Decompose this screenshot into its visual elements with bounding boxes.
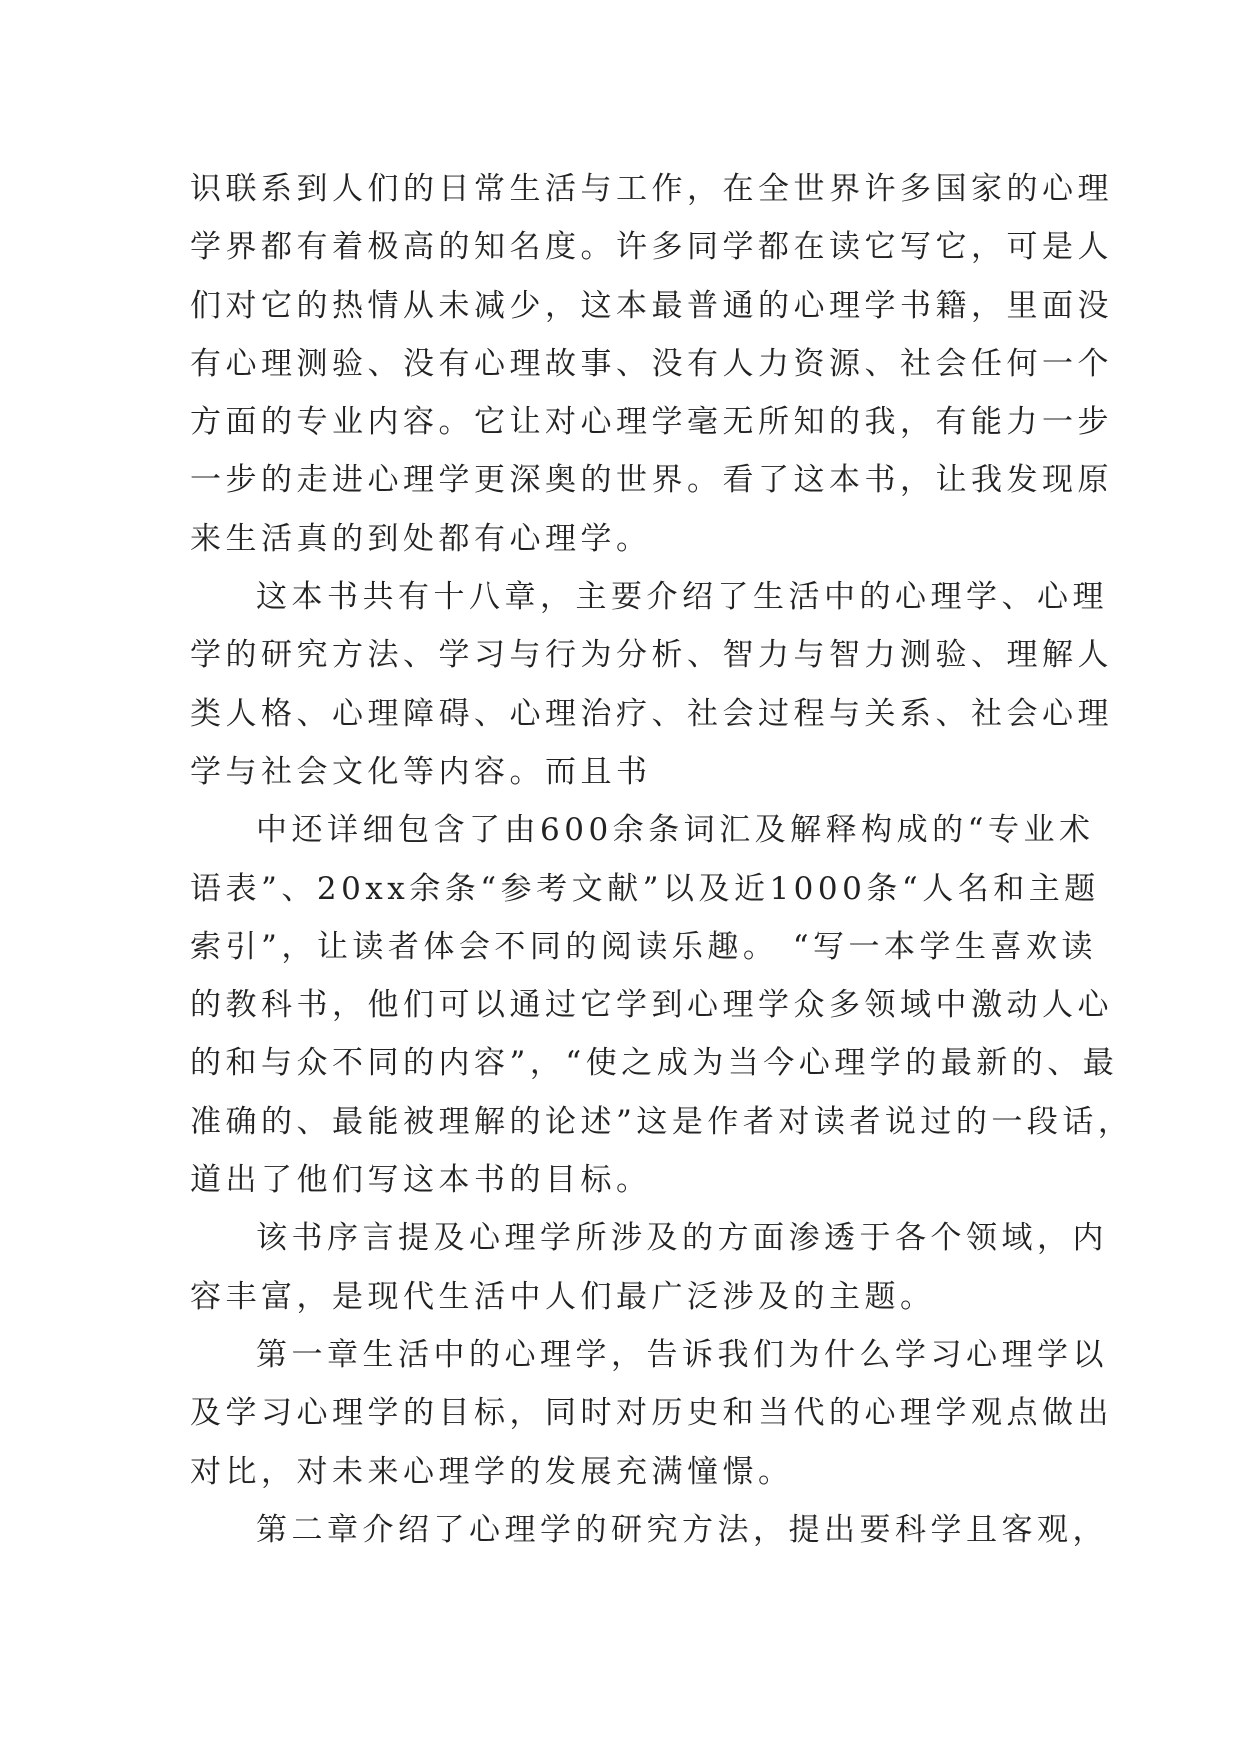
paragraph-1 — [190, 160, 1113, 568]
text-line: 该书序言提及心理学所涉及的方面渗透于各个领域，内 — [256, 1220, 1108, 1257]
text-line: 第二章介绍了心理学的研究方法，提出要科学且客观， — [256, 1511, 1108, 1548]
text-line: 们对它的热情从未减少，这本最普通的心理学书籍，里面没 — [190, 287, 1113, 324]
text-line: 容丰富，是现代生活中人们最广泛涉及的主题。 — [190, 1278, 936, 1315]
paragraph-2 — [190, 568, 1113, 801]
text-line: 学与社会文化等内容。而且书 — [190, 753, 652, 790]
text-line: 类人格、心理障碍、心理治疗、社会过程与关系、社会心理 — [190, 695, 1113, 732]
text-line: 道出了他们写这本书的目标。 — [190, 1162, 652, 1199]
text-line: 一步的走进心理学更深奥的世界。看了这本书，让我发现原 — [190, 462, 1113, 499]
text-line: 识联系到人们的日常生活与工作，在全世界许多国家的心理 — [190, 171, 1113, 207]
text-line: 来生活真的到处都有心理学。 — [190, 520, 652, 557]
text-line: 这本书共有十八章，主要介绍了生活中的心理学、心理 — [256, 579, 1108, 616]
text-line: 的教科书，他们可以通过它学到心理学众多领域中激动人心 — [190, 987, 1113, 1024]
text-line: 索引”，让读者体会不同的阅读乐趣。 “写一本学生喜欢读 — [190, 928, 1098, 965]
text-line: 学界都有着极高的知名度。许多同学都在读它写它，可是人 — [190, 229, 1113, 266]
text-line: 及学习心理学的目标，同时对历史和当代的心理学观点做出 — [190, 1395, 1113, 1432]
text-line: 准确的、最能被理解的论述”这是作者对读者说过的一段话， — [190, 1103, 1134, 1140]
text-line: 的和与众不同的内容”，“使之成为当今心理学的最新的、最 — [190, 1045, 1119, 1082]
text-line: 语表”、20xx余条“参考文献”以及近1000条“人名和主题 — [190, 870, 1100, 907]
paragraph-3 — [190, 801, 1134, 1209]
text-line: 方面的专业内容。它让对心理学毫无所知的我，有能力一步 — [190, 404, 1113, 441]
paragraph-4 — [190, 1209, 1108, 1326]
paragraph-5 — [190, 1326, 1113, 1501]
paragraph-6 — [190, 1501, 1108, 1559]
text-line: 学的研究方法、学习与行为分析、智力与智力测验、理解人 — [190, 637, 1113, 674]
document-body — [190, 160, 1134, 1559]
text-line: 对比，对未来心理学的发展充满憧憬。 — [190, 1453, 794, 1490]
text-line: 有心理测验、没有心理故事、没有人力资源、社会任何一个 — [190, 345, 1113, 382]
text-line: 中还详细包含了由600余条词汇及解释构成的“专业术 — [256, 812, 1095, 849]
text-line: 第一章生活中的心理学，告诉我们为什么学习心理学以 — [256, 1336, 1108, 1373]
